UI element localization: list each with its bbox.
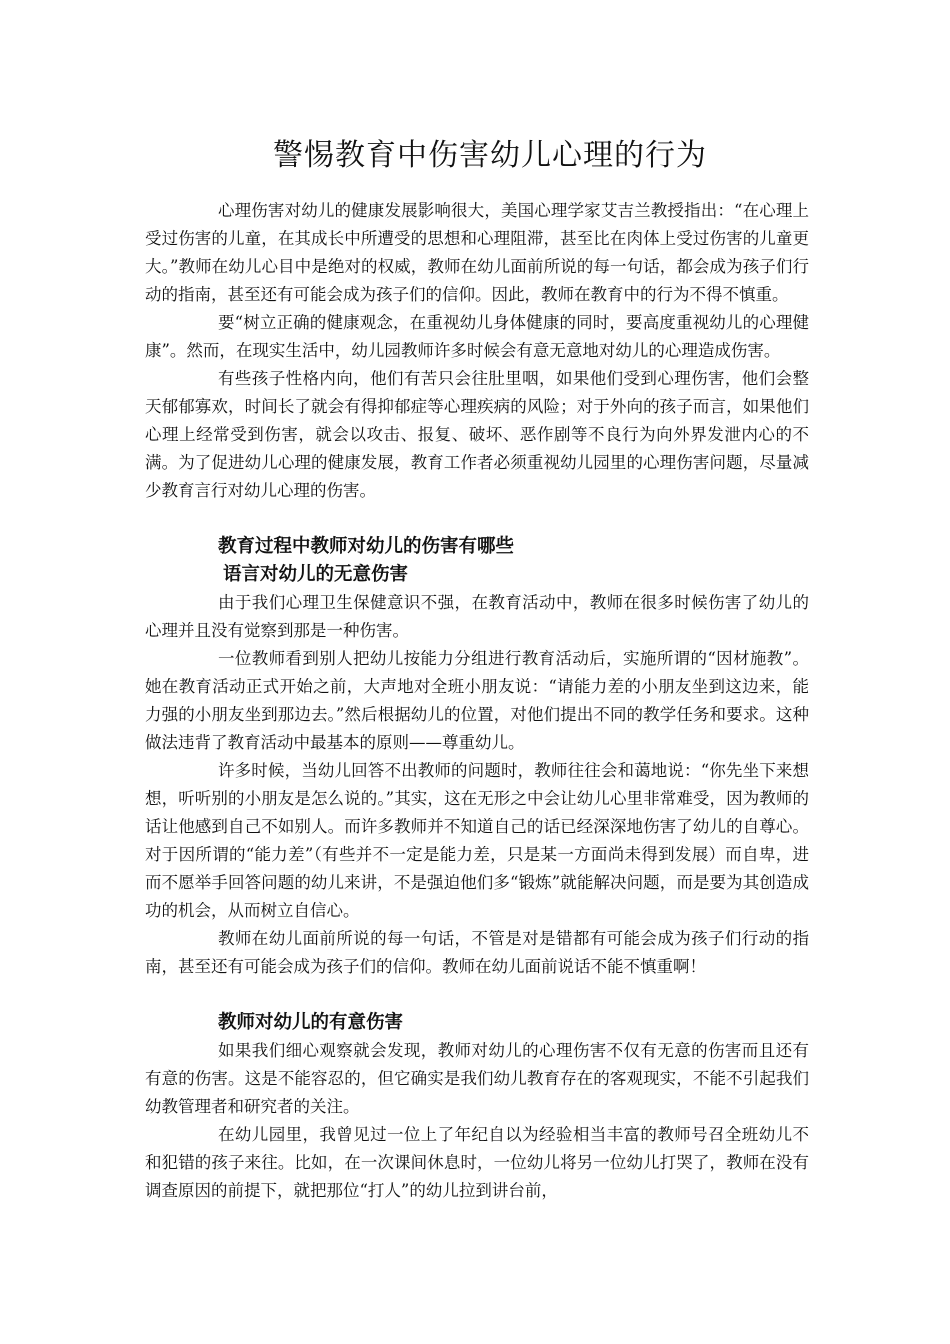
section-paragraph: 一位教师看到别人把幼儿按能力分组进行教育活动后，实施所谓的“因材施教”。她在教育活动正式开始之前，大声地对全班小朋友说：“请能力差的小朋友坐到这边来，能力强的小朋友坐到那边去。”然后根据幼儿的位置，对他们提出不同的教学任务和要求。这种做法违背了教育活动中最基本的原则——尊重幼儿。 xyxy=(145,649,809,752)
section-paragraph: 在幼儿园里，我曾见过一位上了年纪自以为经验相当丰富的教师号召全班幼儿不和犯错的孩子来往。比如，在一次课间休息时，一位幼儿将另一位幼儿打哭了，教师在没有调查原因的前提下，就把那位“打人”的幼儿拉到讲台前， xyxy=(145,1125,809,1200)
section-subheading: 语言对幼儿的无意伤害 xyxy=(223,564,409,585)
section-paragraph: 由于我们心理卫生保健意识不强，在教育活动中，教师在很多时候伤害了幼儿的心理并且没有觉察到那是一种伤害。 xyxy=(145,593,809,640)
spacer xyxy=(145,505,809,533)
document-title: 警惕教育中伤害幼儿心理的行为 xyxy=(273,138,707,173)
section-paragraph: 如果我们细心观察就会发现，教师对幼儿的心理伤害不仅有无意的伤害而且还有有意的伤害。这是不能容忍的，但它确实是我们幼儿教育存在的客观现实，不能不引起我们幼教管理者和研究者的关注。 xyxy=(145,1041,809,1116)
spacer xyxy=(145,981,809,1009)
section-paragraph: 许多时候，当幼儿回答不出教师的问题时，教师往往会和蔼地说：“你先坐下来想想，听听别的小朋友是怎么说的。”其实，这在无形之中会让幼儿心里非常难受，因为教师的话让他感到自己不如别人。而许多教师并不知道自己的话已经深深地伤害了幼儿的自尊心。对于因所谓的“能力差”（有些并不一定是能力差，只是某一方面尚未得到发展）而自卑，进而不愿举手回答问题的幼儿来讲，不是强迫他们多“锻炼”就能解决问题，而是要为其创造成功的机会，从而树立自信心。 xyxy=(145,761,809,920)
section-heading: 教师对幼儿的有意伤害 xyxy=(218,1012,404,1033)
intro-paragraph: 有些孩子性格内向，他们有苦只会往肚里咽，如果他们受到心理伤害，他们会整天郁郁寡欢，时间长了就会有得抑郁症等心理疾病的风险；对于外向的孩子而言，如果他们心理上经常受到伤害，就会以攻击、报复、破坏、恶作剧等不良行为向外界发泄内心的不满。为了促进幼儿心理的健康发展，教育工作者必须重视幼儿园里的心理伤害问题，尽量减少教育言行对幼儿心理的伤害。 xyxy=(145,369,809,500)
section-heading: 教育过程中教师对幼儿的伤害有哪些 xyxy=(218,536,515,557)
document-body xyxy=(145,197,809,1205)
intro-paragraph: 心理伤害对幼儿的健康发展影响很大，美国心理学家艾吉兰教授指出：“在心理上受过伤害的儿童，在其成长中所遭受的思想和心理阻滞，甚至比在肉体上受过伤害的儿童更大。”教师在幼儿心目中是绝对的权威，教师在幼儿面前所说的每一句话，都会成为孩子们行动的指南，甚至还有可能会成为孩子们的信仰。因此，教师在教育中的行为不得不慎重。 xyxy=(145,201,809,304)
section-paragraph: 教师在幼儿面前所说的每一句话，不管是对是错都有可能会成为孩子们行动的指南，甚至还有可能会成为孩子们的信仰。教师在幼儿面前说话不能不慎重啊！ xyxy=(145,929,809,976)
intro-paragraph: 要“树立正确的健康观念，在重视幼儿身体健康的同时，要高度重视幼儿的心理健康”。然而，在现实生活中，幼儿园教师许多时候会有意无意地对幼儿的心理造成伤害。 xyxy=(145,313,809,360)
